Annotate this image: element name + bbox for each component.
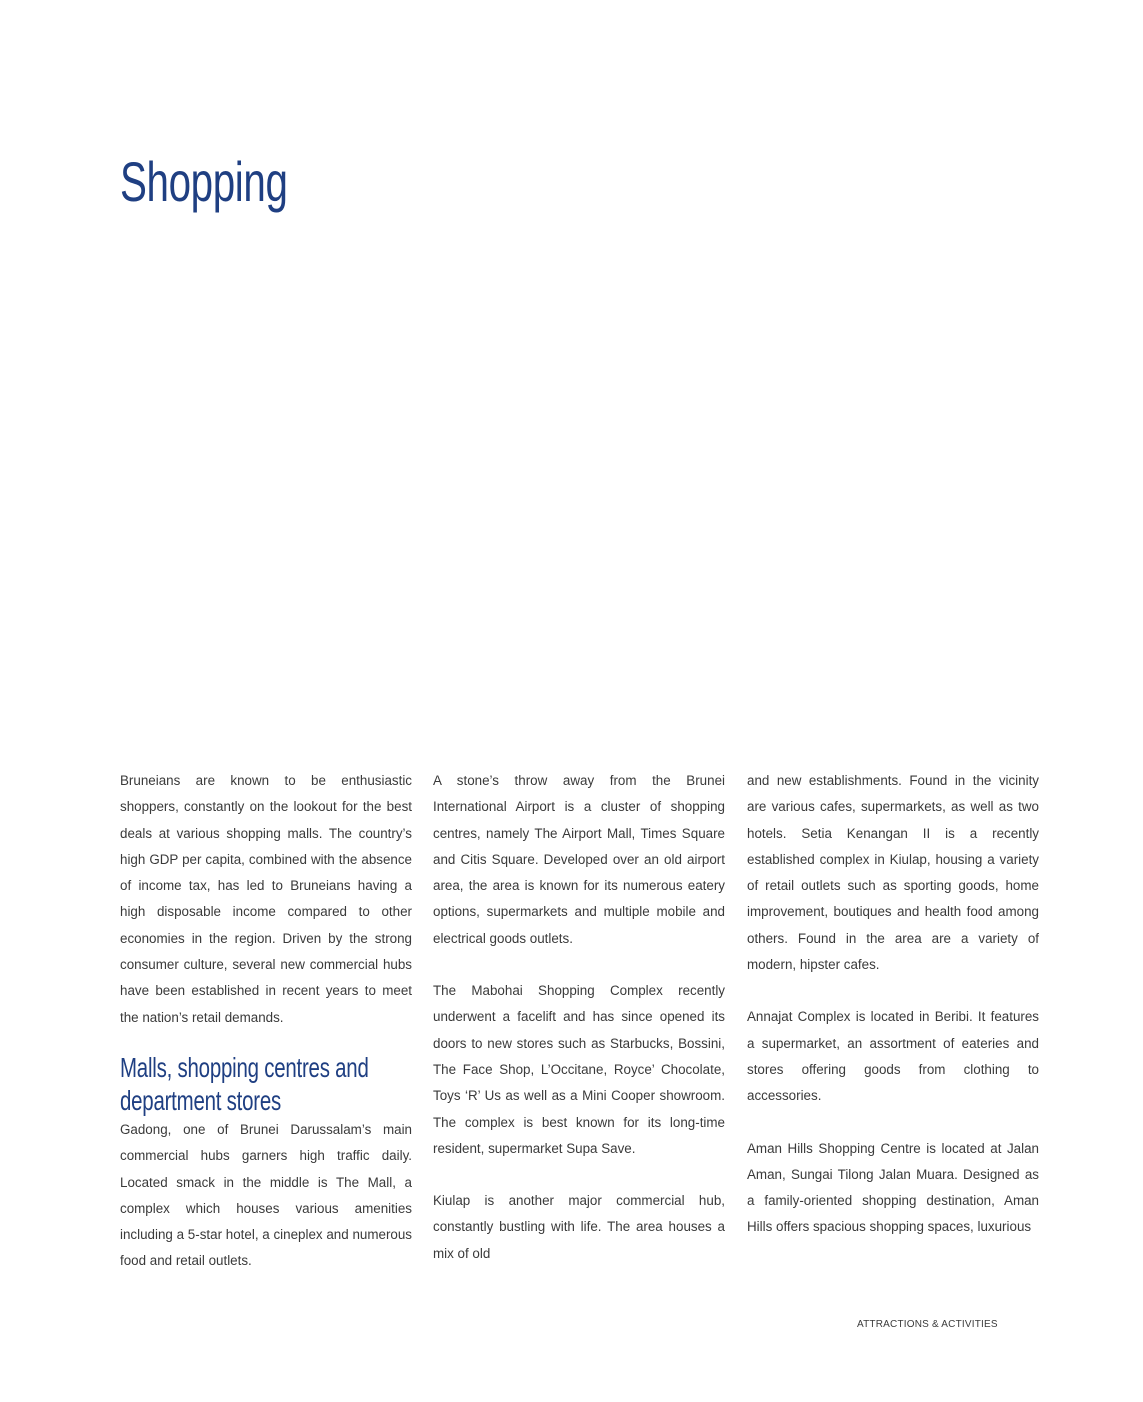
kiulap-continued-paragraph: and new establishments. Found in the vicinity are various cafes, supermarkets, as well as two hotels. Setia Kenangan II is a recently established complex in Kiulap, housing a variety of retail outlets such as sporting goods, home improvement, boutiques and health food among others. Found in the area are a variety of modern, hipster cafes. <box>747 773 1039 973</box>
text-column-3 <box>747 768 1039 1241</box>
page-title: Shopping <box>120 150 288 213</box>
intro-paragraph: Bruneians are known to be enthusiastic shoppers, constantly on the lookout for the best deals at various shopping malls. The country’s high GDP per capita, combined with the absence of income tax, has led to Bruneians having a high disposable income compared to other economies in the region. Driven by the strong consumer culture, several new commercial hubs have been established in recent years to meet the nation’s retail demands. <box>120 773 412 1025</box>
footer-section-label: ATTRACTIONS & ACTIVITIES <box>857 1319 998 1330</box>
airport-paragraph: A stone’s throw away from the Brunei International Airport is a cluster of shopping centres, namely The Airport Mall, Times Square and Citis Square. Developed over an old airport area, the area is known for its numerous eatery options, supermarkets and multiple mobile and electrical goods outlets. <box>433 773 725 946</box>
aman-hills-paragraph: Aman Hills Shopping Centre is located at Jalan Aman, Sungai Tilong Jalan Muara. Designed as a family-oriented shopping destination, Aman Hills offers spacious shopping spaces, luxurious <box>747 1140 1039 1235</box>
mabohai-paragraph: The Mabohai Shopping Complex recently underwent a facelift and has since opened its doors to new stores such as Starbucks, Bossini, The Face Shop, L’Occitane, Royce’ Chocolate, Toys ‘R’ Us as well as a Mini Cooper showroom. The complex is best known for its long-time resident, supermarket Supa Save. <box>433 983 725 1156</box>
gadong-paragraph: Gadong, one of Brunei Darussalam’s main commercial hubs garners high traffic daily. Located smack in the middle is The Mall, a complex which houses various amenities including a 5-star hotel, a cineplex and numerous food and retail outlets. <box>120 1121 412 1269</box>
text-column-2 <box>433 768 725 1267</box>
kiulap-paragraph: Kiulap is another major commercial hub, constantly bustling with life. The area houses a mix of old <box>433 1193 725 1261</box>
section-heading-malls: Malls, shopping centres and department stores <box>120 1051 369 1116</box>
annajat-paragraph: Annajat Complex is located in Beribi. It features a supermarket, an assortment of eateries and stores offering goods from clothing to accessories. <box>747 1009 1039 1104</box>
text-column-1 <box>120 768 412 1275</box>
